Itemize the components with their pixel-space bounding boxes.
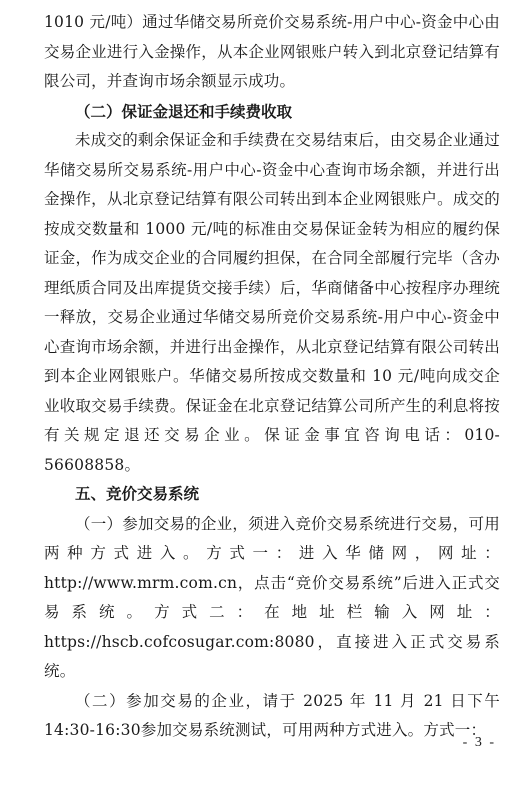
bidding-system-heading: 五、竞价交易系统: [75, 485, 200, 503]
page-number: - 3 -: [462, 735, 496, 750]
system-access-paragraph: （一）参加交易的企业，须进入竞价交易系统进行交易，可用两种方式进入。方式一：进入华储网，网址：http://www.mrm.com.cn，点击“竞价交易系统”后进入正式交易系统。方式二：在地址栏输入网址：https://hscb.cofcosugar.com:8080，直接进入正式交易系统。: [44, 514, 500, 680]
system-test-paragraph: （二）参加交易的企业，请于 2025 年 11 月 21 日下午 14:30-16:30参加交易系统测试，可用两种方式进入。方式一：: [44, 691, 500, 739]
intro-paragraph: 1010 元/吨）通过华储交易所竞价交易系统-用户中心-资金中心由交易企业进行入金操作，从本企业网银账户转入到北京登记结算有限公司，并查询市场余额显示成功。: [44, 13, 500, 90]
margin-refund-paragraph: 未成交的剩余保证金和手续费在交易结束后，由交易企业通过华储交易所交易系统-用户中心-资金中心查询市场余额，并进行出金操作，从北京登记结算有限公司转出到本企业网银账户。成交的按成交数量和 1000 元/吨的标准由交易保证金转为相应的履约保证金，作为成交企业的合同履约担保，在合同全部履行完毕（含办理纸质合同及出库提货交接手续）后，华商储备中心按程序办理统一释放，交易企业通过华储交易所竞价交易系统-用户中心-资金中心查询市场余额，并进行出金操作，从北京登记结算有限公司转出到本企业网银账户。华储交易所按成交数量和 10 元/吨向成交企业收取交易手续费。保证金在北京登记结算公司所产生的利息将按有关规定退还交易企业。保证金事宜咨询电话：010-56608858。: [44, 131, 500, 474]
document-page: [44, 8, 500, 746]
margin-refund-heading: （二）保证金退还和手续费收取: [75, 101, 293, 121]
